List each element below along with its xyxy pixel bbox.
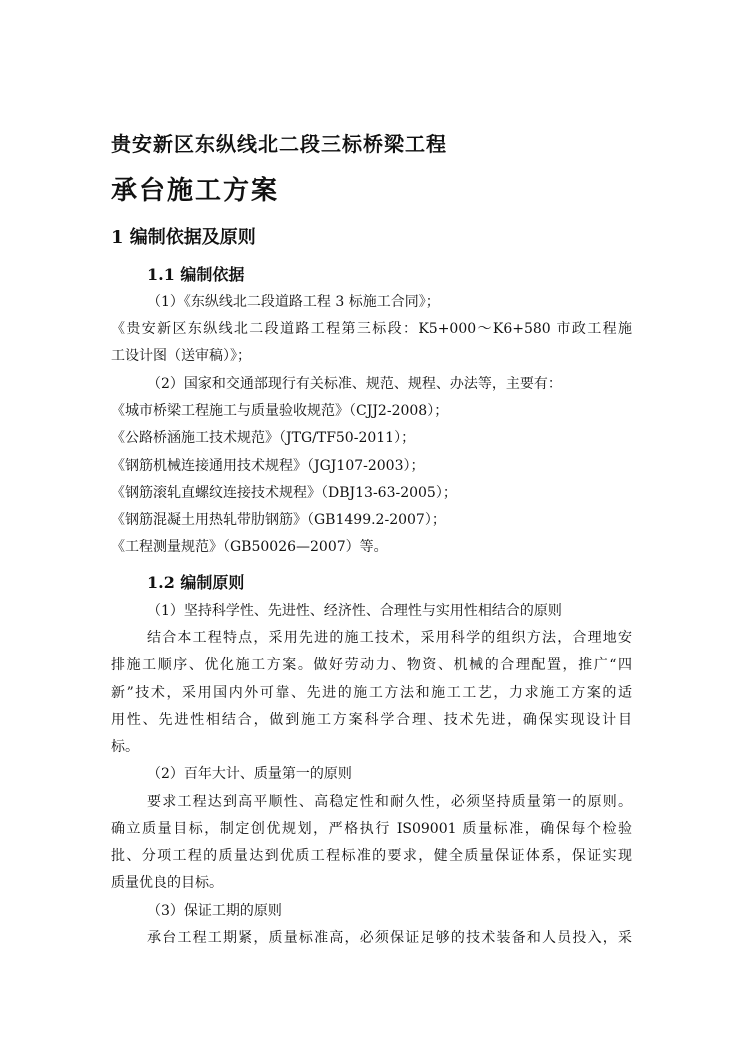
principle-line: 标。 [111,739,139,755]
principle-line: 承台工程工期紧，质量标准高，必须保证足够的技术装备和人员投入，采 [147,930,632,946]
principle-title: （3）保证工期的原则 [147,903,282,919]
document-subtitle: 承台施工方案 [111,176,280,206]
basis-line: 《城市桥梁工程施工与质量验收规范》（CJJ2-2008）； [111,403,449,419]
basis-line: 《钢筋机械连接通用技术规程》（JGJ107-2003）； [111,458,425,474]
basis-line: 工设计图（送审稿）》； [111,348,251,364]
basis-line: 《公路桥涵施工技术规范》（JTG/TF50-2011）； [111,430,416,446]
principle-title: （1）坚持科学性、先进性、经济性、合理性与实用性相结合的原则 [147,603,562,619]
principle-line: 要求工程达到高平顺性、高稳定性和耐久性，必须坚持质量第一的原则。 [147,794,632,810]
principle-line: 新”技术，采用国内外可靠、先进的施工方法和施工工艺，力求施工方案的适 [111,685,632,701]
basis-line: （2）国家和交通部现行有关标准、规范、规程、办法等，主要有： [147,376,562,392]
principle-line: 质量优良的目标。 [111,875,223,891]
principle-line: 结合本工程特点，采用先进的施工技术，采用科学的组织方法，合理地安 [147,630,632,646]
document-title: 贵安新区东纵线北二段三标桥梁工程 [111,132,447,156]
section-heading-1: 1 编制依据及原则 [111,227,256,248]
principle-title: （2）百年大计、质量第一的原则 [147,766,352,782]
principle-line: 用性、先进性相结合，做到施工方案科学合理、技术先进，确保实现设计目 [111,712,632,728]
basis-line: 《钢筋混凝土用热轧带肋钢筋》（GB1499.2-2007）； [111,512,446,528]
subsection-heading-1-1: 1.1 编制依据 [147,265,245,284]
basis-line: 《工程测量规范》（GB50026—2007）等。 [111,539,388,555]
basis-line: （1）《东纵线北二段道路工程 3 标施工合同》； [147,294,440,310]
principle-line: 确立质量目标，制定创优规划，严格执行 IS09001 质量标准，确保每个检验 [111,821,632,837]
principle-line: 批、分项工程的质量达到优质工程标准的要求，健全质量保证体系，保证实现 [111,848,632,864]
subsection-heading-1-2: 1.2 编制原则 [147,573,245,592]
principle-line: 排施工顺序、优化施工方案。做好劳动力、物资、机械的合理配置，推广“四 [111,657,632,673]
basis-line: 《钢筋滚轧直螺纹连接技术规程》（DBJ13-63-2005）； [111,485,457,501]
basis-line: 《贵安新区东纵线北二段道路工程第三标段：K5+000～K6+580 市政工程施 [111,321,632,337]
